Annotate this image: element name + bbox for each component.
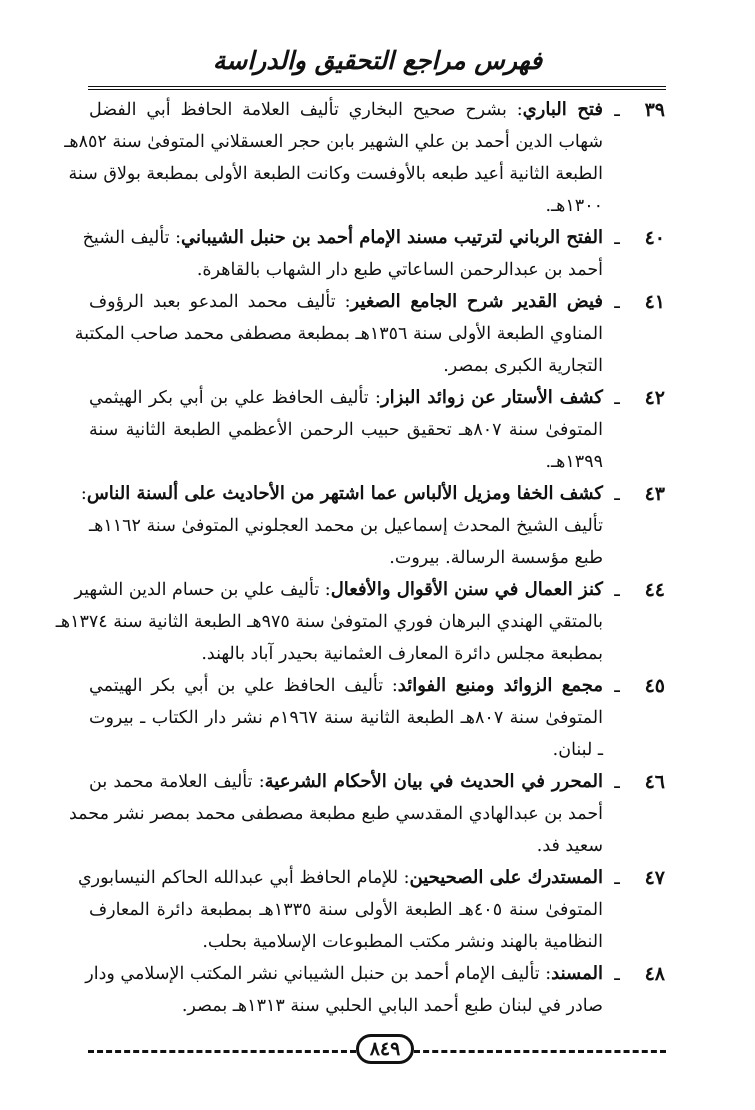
entry-number: ٣٩	[644, 99, 665, 121]
entry-title: المحرر في الحديث في بيان الأحكام الشرعية	[264, 771, 603, 792]
entry-title: كشف الأستار عن زوائد البزار	[380, 387, 603, 408]
entry-number: ٤٨	[644, 963, 665, 985]
page-header-title: فهرس مراجع التحقيق والدراسة	[212, 46, 543, 75]
entry-line: أحمد بن عبدالهادي المقدسي طبع مطبعة مصطفى محمد بمصر نشر محمد	[69, 804, 603, 824]
header-rule	[88, 86, 666, 90]
entry-line: صادر في لبنان طبع أحمد البابي الحلبي سنة ١٣١٣هـ بمصر.	[181, 996, 603, 1016]
entry-text	[89, 382, 603, 478]
entry-dash: ـ	[614, 771, 620, 793]
entry-text	[89, 670, 603, 766]
entry-line: المسند: تأليف الإمام أحمد بن حنبل الشيباني نشر المكتب الإسلامي ودار	[85, 963, 603, 984]
entry-line: الفتح الرباني لترتيب مسند الإمام أحمد بن حنبل الشيباني: تأليف الشيخ	[82, 227, 603, 248]
entry-line: المتوفىٰ سنة ٨٠٧هـ تحقيق حبيب الرحمن الأعظمي الطبعة الثانية سنة	[89, 420, 603, 440]
entry-dash: ـ	[614, 483, 620, 505]
footer-rule-right	[414, 1050, 666, 1053]
entry-line: مجمع الزوائد ومنبع الفوائد: تأليف الحافظ علي بن أبي بكر الهيتمي	[89, 675, 603, 696]
entry-text	[69, 766, 603, 862]
entry-line: ١٣٠٠هـ.	[545, 196, 603, 216]
entry-line: شهاب الدين أحمد بن علي الشهير بابن حجر العسقلاني المتوفىٰ سنة ٨٥٢هـ	[64, 132, 603, 152]
entry-line: النظامية بالهند ونشر مكتب المطبوعات الإسلامية بحلب.	[202, 932, 603, 952]
entry-number: ٤١	[644, 291, 665, 313]
entry-line: بالمتقي الهندي البرهان فوري المتوفىٰ سنة ٩٧٥هـ الطبعة الثانية سنة ١٣٧٤هـ	[55, 612, 603, 632]
entry-title: المستدرك على الصحيحين	[409, 867, 603, 888]
entry-line: التجارية الكبرى بمصر.	[443, 356, 603, 376]
entry-line-text: للإمام الحافظ أبي عبدالله الحاكم النيسابوري	[77, 868, 399, 888]
entry-line: المناوي الطبعة الأولى سنة ١٣٥٦هـ بمطبعة مصطفى محمد صاحب المكتبة	[74, 324, 603, 344]
entry-text	[85, 958, 603, 1022]
entry-line-text: تأليف العلامة محمد بن	[89, 772, 253, 792]
entry-line: بمطبعة مجلس دائرة المعارف العثمانية بحيدر آباد بالهند.	[201, 644, 603, 664]
entry-line: كنز العمال في سنن الأقوال والأفعال: تأليف علي بن حسام الدين الشهير	[74, 579, 603, 600]
entry-text	[80, 478, 603, 574]
entry-text	[55, 574, 603, 670]
entry-line: سعيد فد.	[536, 836, 603, 856]
page-number: ٨٤٩	[356, 1034, 414, 1064]
entry-line: فتح الباري: بشرح صحيح البخاري تأليف العلامة الحافظ أبي الفضل	[89, 99, 603, 120]
entry-line-text: تأليف محمد المدعو بعبد الرؤوف	[89, 292, 336, 312]
entry-number: ٤٤	[644, 579, 665, 601]
entry-line: ـ لبنان.	[552, 740, 603, 760]
entry-line: الطبعة الثانية أعيد طبعه بالأوفست وكانت الطبعة الأولى بمطبعة بولاق سنة	[68, 164, 603, 184]
entry-line: فيض القدير شرح الجامع الصغير: تأليف محمد المدعو بعبد الرؤوف	[89, 291, 603, 312]
footer-rule-left	[88, 1050, 356, 1053]
entry-title: مجمع الزوائد ومنبع الفوائد	[397, 675, 603, 696]
entry-number: ٤٥	[644, 675, 665, 697]
entry-line: أحمد بن عبدالرحمن الساعاتي طبع دار الشهاب بالقاهرة.	[196, 260, 603, 280]
entry-number: ٤٠	[644, 227, 665, 249]
entry-line: كشف الخفا ومزيل الألباس عما اشتهر من الأحاديث على ألسنة الناس:	[80, 483, 603, 504]
entry-dash: ـ	[614, 579, 620, 601]
entry-title: الفتح الرباني لترتيب مسند الإمام أحمد بن حنبل الشيباني	[181, 227, 603, 248]
entry-line-text: بشرح صحيح البخاري تأليف العلامة الحافظ أبي الفضل	[89, 100, 507, 120]
entry-line: كشف الأستار عن زوائد البزار: تأليف الحافظ علي بن أبي بكر الهيثمي	[89, 387, 603, 408]
entry-dash: ـ	[614, 867, 620, 889]
entry-title: كشف الخفا ومزيل الألباس عما اشتهر من الأحاديث على ألسنة الناس	[86, 483, 603, 504]
entry-title: المسند	[551, 963, 603, 984]
entry-text	[64, 94, 603, 222]
entry-line: المحرر في الحديث في بيان الأحكام الشرعية: تأليف العلامة محمد بن	[89, 771, 603, 792]
entry-line: المتوفىٰ سنة ٨٠٧هـ الطبعة الثانية سنة ١٩٦٧م نشر دار الكتاب ـ بيروت	[89, 708, 603, 728]
entry-line: تأليف الشيخ المحدث إسماعيل بن محمد العجلوني المتوفىٰ سنة ١١٦٢هـ	[89, 516, 603, 536]
entry-dash: ـ	[614, 291, 620, 313]
entry-number: ٤٧	[644, 867, 665, 889]
entry-title: كنز العمال في سنن الأقوال والأفعال	[330, 579, 603, 600]
entry-number: ٤٣	[644, 483, 665, 505]
entry-line: طبع مؤسسة الرسالة. بيروت.	[389, 548, 603, 568]
entry-number: ٤٦	[644, 771, 665, 793]
entry-line: المستدرك على الصحيحين: للإمام الحافظ أبي عبدالله الحاكم النيسابوري	[77, 867, 603, 888]
entry-line-text: تأليف علي بن حسام الدين الشهير	[74, 580, 320, 600]
entry-dash: ـ	[614, 675, 620, 697]
entry-line-text: تأليف الحافظ علي بن أبي بكر الهيتمي	[89, 676, 384, 696]
entry-line-text: تأليف الحافظ علي بن أبي بكر الهيثمي	[89, 388, 369, 408]
entry-text	[77, 862, 603, 958]
entry-text	[82, 222, 603, 286]
entry-line-text: تأليف الشيخ	[82, 228, 170, 248]
entry-dash: ـ	[614, 99, 620, 121]
entry-text	[74, 286, 603, 382]
entry-line-text: تأليف الإمام أحمد بن حنبل الشيباني نشر المكتب الإسلامي ودار	[85, 964, 540, 984]
entry-title: فيض القدير شرح الجامع الصغير	[350, 291, 603, 312]
entry-dash: ـ	[614, 963, 620, 985]
entry-dash: ـ	[614, 387, 620, 409]
entry-title: فتح الباري	[522, 99, 603, 120]
entry-number: ٤٢	[644, 387, 665, 409]
entry-line: المتوفىٰ سنة ٤٠٥هـ الطبعة الأولى سنة ١٣٣٥هـ بمطبعة دائرة المعارف	[89, 900, 603, 920]
entry-line: ١٣٩٩هـ.	[545, 452, 603, 472]
entry-dash: ـ	[614, 227, 620, 249]
